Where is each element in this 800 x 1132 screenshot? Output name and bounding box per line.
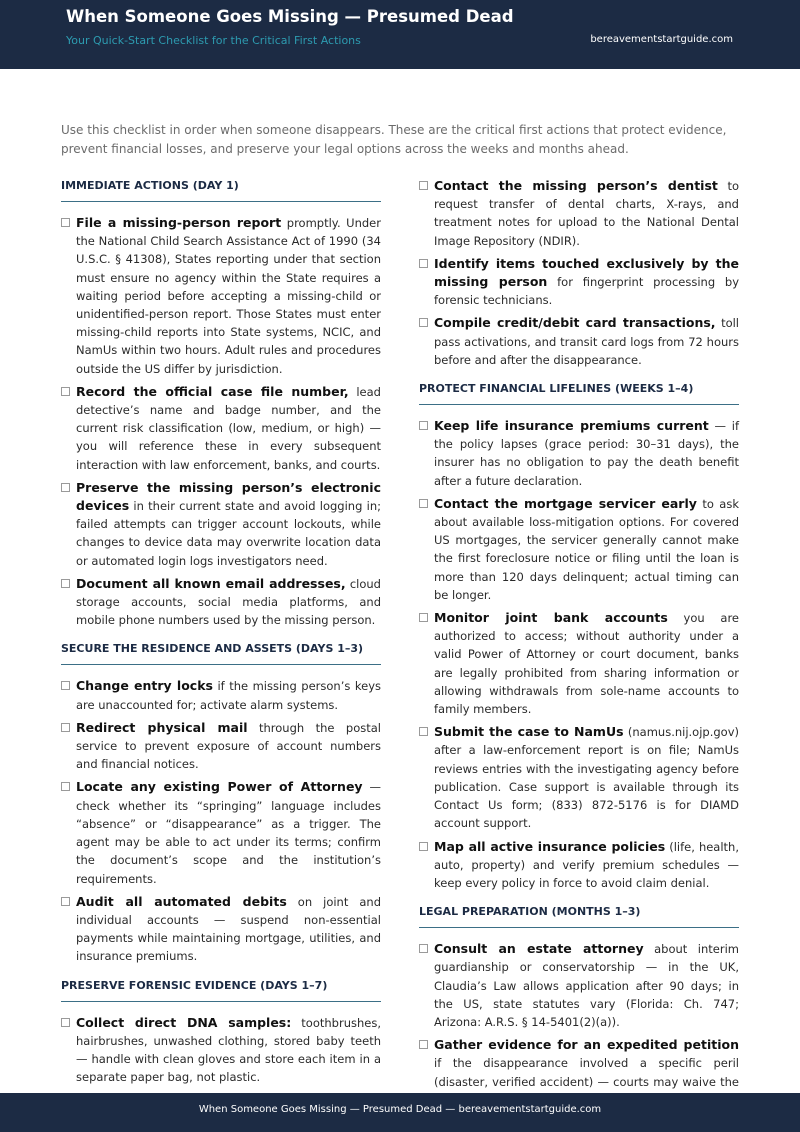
checklist-item-text <box>76 893 381 966</box>
checklist-item-title: Document all known email addresses, <box>76 575 346 591</box>
checklist-item <box>61 575 381 630</box>
checkbox[interactable] <box>61 681 70 690</box>
checklist-item-body: through the postal service to prevent exposure of account numbers and financial notices. <box>76 720 381 772</box>
checklist-item-body: cloud storage accounts, social media platforms, and mobile phone numbers used by the missing person. <box>76 576 381 628</box>
right-column <box>419 177 739 1114</box>
checkbox[interactable] <box>419 259 428 268</box>
checklist-item-text <box>434 177 739 250</box>
checklist-item-text <box>434 314 739 369</box>
checklist-item-body: (namus.nij.ojp.gov) after a law-enforcement report is on file; NamUs reviews entries with the investigating agency before publication. Case support is available through its Contact Us form; (833) 872-5176 is for DIAMD account support. <box>434 725 739 831</box>
checklist-item-text <box>76 575 381 630</box>
header-site-link[interactable]: bereavementstartguide.com <box>590 34 733 45</box>
checklist-item <box>419 609 739 718</box>
checklist-item <box>61 893 381 966</box>
checklist-item-body: promptly. Under the National Child Search Assistance Act of 1990 (34 U.S.C. § 41308), States reporting under that section must ensure no agency within the State requires a waiting period before accepting a missing-child or unidentified-person report. Those States must enter missing-child reports into State systems, NCIC, and NamUs within two hours. Adult rules and procedures outside the US differ by jurisdiction. <box>76 216 381 376</box>
checklist-item-title: Map all active insurance policies <box>434 838 666 854</box>
checklist-item-text <box>434 255 739 310</box>
page-footer: When Someone Goes Missing — Presumed Dead — bereavementstartguide.com <box>0 1093 800 1132</box>
checkbox[interactable] <box>61 1018 70 1027</box>
document-title: When Someone Goes Missing — Presumed Dead <box>66 7 514 26</box>
checklist-item-text <box>434 609 739 718</box>
checklist-item-body: for fingerprint processing by forensic technicians. <box>434 275 739 308</box>
document-subtitle: Your Quick-Start Checklist for the Critical First Actions <box>66 34 361 47</box>
checkbox[interactable] <box>419 842 428 851</box>
checklist-item <box>419 177 739 250</box>
checklist-item-body: to request transfer of dental charts, X-rays, and treatment notes for upload to the National Dental Image Repository (NDIR). <box>434 179 740 248</box>
checklist-item-text <box>76 383 381 474</box>
checklist-item-title: Record the official case file number, <box>76 383 349 399</box>
checklist-item-title: Locate any existing Power of Attorney <box>76 779 363 795</box>
checkbox[interactable] <box>61 579 70 588</box>
checklist-item-title: Monitor joint bank accounts <box>434 610 668 626</box>
checkbox[interactable] <box>419 944 428 953</box>
checklist-item-title: Collect direct DNA samples: <box>76 1014 292 1030</box>
section-heading: IMMEDIATE ACTIONS (DAY 1) <box>61 177 381 202</box>
checkbox[interactable] <box>419 318 428 327</box>
checklist-item-text <box>76 1014 381 1087</box>
checklist-item <box>419 314 739 369</box>
checklist-item <box>61 1014 381 1087</box>
checklist-item-body: to ask about available loss-mitigation options. For covered US mortgages, the servicer generally cannot make the first foreclosure notice or filing until the loan is more than 120 days delinquent; actual timing can be longer. <box>434 496 739 602</box>
checklist-item-text <box>76 479 381 570</box>
checklist-item-text <box>434 417 739 490</box>
checkbox[interactable] <box>61 897 70 906</box>
checklist-item-title: Contact the mortgage servicer early <box>434 495 697 511</box>
section-heading: PROTECT FINANCIAL LIFELINES (WEEKS 1–4) <box>419 380 739 405</box>
checklist-item-title: Submit the case to NamUs <box>434 724 624 740</box>
checklist-item-title: Redirect physical mail <box>76 719 248 735</box>
checklist-item-body: if the missing person’s keys are unaccounted for; activate alarm systems. <box>76 679 381 712</box>
checklist-item <box>419 255 739 310</box>
checkbox[interactable] <box>61 483 70 492</box>
checklist-item-body: — if the policy lapses (grace period: 30–31 days), the insurer has no obligation to pay the death benefit after a future declaration. <box>434 419 739 488</box>
checkbox[interactable] <box>61 723 70 732</box>
checkbox[interactable] <box>61 782 70 791</box>
checklist-item <box>419 417 739 490</box>
checkbox[interactable] <box>419 1040 428 1049</box>
checklist-item-body: — check whether its “springing” language includes “absence” or “disappearance” as a trigger. The agent may be able to act under its terms; confirm the document’s scope and the institution’s requirements. <box>76 780 381 886</box>
checklist-item-title: Preserve the missing person’s electronic devices <box>76 479 381 514</box>
checklist-item <box>61 677 381 713</box>
checklist-item-title: Change entry locks <box>76 678 213 694</box>
left-column <box>61 177 381 1091</box>
checkbox[interactable] <box>61 218 70 227</box>
checklist-item-body: toothbrushes, hairbrushes, unwashed clothing, stored baby teeth — handle with clean gloves and store each item in a separate paper bag, not plastic. <box>76 1015 381 1085</box>
checklist-item-text <box>76 677 381 713</box>
checklist-item-body: (life, health, auto, property) and verify premium schedules — keep every policy in force to avoid claim denial. <box>434 839 740 890</box>
checklist-item <box>61 214 381 378</box>
section-heading: LEGAL PREPARATION (MONTHS 1–3) <box>419 903 739 928</box>
checklist-item-text <box>76 719 381 774</box>
checklist-item-title: Compile credit/debit card transactions, <box>434 315 716 331</box>
checklist-item-body: about interim guardianship or conservatorship — in the UK, Claudia’s Law allows application after 90 days; in the US, state statutes vary (Florida: Ch. 747; Arizona: A.R.S. § 14-5401(2)(a)). <box>434 942 739 1029</box>
checklist-item <box>61 383 381 474</box>
checklist-item-body: you are authorized to access; without authority under a valid Power of Attorney or court document, banks are legally prohibited from sharing information or allowing withdrawals from sole-name accounts to family members. <box>434 611 739 717</box>
checklist-item-title: Identify items touched exclusively by the missing person <box>434 255 739 290</box>
checklist-item <box>61 778 381 887</box>
checklist-item <box>61 719 381 774</box>
checklist-item-title: Consult an estate attorney <box>434 941 644 957</box>
checkbox[interactable] <box>419 181 428 190</box>
checkbox[interactable] <box>419 613 428 622</box>
checklist-item <box>419 838 739 893</box>
checklist-item-text <box>434 723 739 832</box>
checklist-item-title: Keep life insurance premiums current <box>434 418 709 434</box>
checklist-item-body: toll pass activations, and transit card logs from 72 hours before and after the disappearance. <box>434 316 740 367</box>
checklist-item-body: on joint and individual accounts — suspend non-essential payments while maintaining mortgage, utilities, and insurance premiums. <box>76 894 382 964</box>
checklist-item-text <box>434 838 739 893</box>
checklist-item-text <box>76 778 381 887</box>
checklist-item-text <box>434 940 739 1031</box>
checkbox[interactable] <box>419 727 428 736</box>
section-heading: PRESERVE FORENSIC EVIDENCE (DAYS 1–7) <box>61 977 381 1002</box>
checklist-item <box>419 940 739 1031</box>
intro-paragraph: Use this checklist in order when someone disappears. These are the critical first actions that protect evidence, prevent financial losses, and preserve your legal options across the weeks and months ahead. <box>61 123 727 156</box>
checklist-item <box>419 723 739 832</box>
checklist-item <box>419 495 739 604</box>
checklist-item-text <box>434 495 739 604</box>
checkbox[interactable] <box>419 421 428 430</box>
checklist-item-body: if the disappearance involved a specific peril (disaster, verified accident) — courts may waive the <box>434 1056 739 1089</box>
checklist-item-title: Gather evidence for an expedited petition <box>434 1037 739 1053</box>
checklist-item <box>61 479 381 570</box>
checkbox[interactable] <box>61 387 70 396</box>
checklist-item-title: Audit all automated debits <box>76 893 287 909</box>
checklist-item-body: lead detective’s name and badge number, and the current risk classification (low, medium, or high) — you will reference these in every subsequent interaction with law enforcement, banks, and courts. <box>76 384 381 472</box>
checkbox[interactable] <box>419 499 428 508</box>
checklist-item-title: File a missing-person report <box>76 215 282 230</box>
checklist-item-body: in their current state and avoid logging in; failed attempts can trigger account lockouts, while changes to device data may overwrite location data or automated login logs investigators need. <box>76 499 381 568</box>
section-heading: SECURE THE RESIDENCE AND ASSETS (DAYS 1–3) <box>61 640 381 665</box>
page-header <box>0 0 800 69</box>
checklist-item-title: Contact the missing person’s dentist <box>434 178 718 193</box>
checklist-item-text <box>76 214 381 378</box>
